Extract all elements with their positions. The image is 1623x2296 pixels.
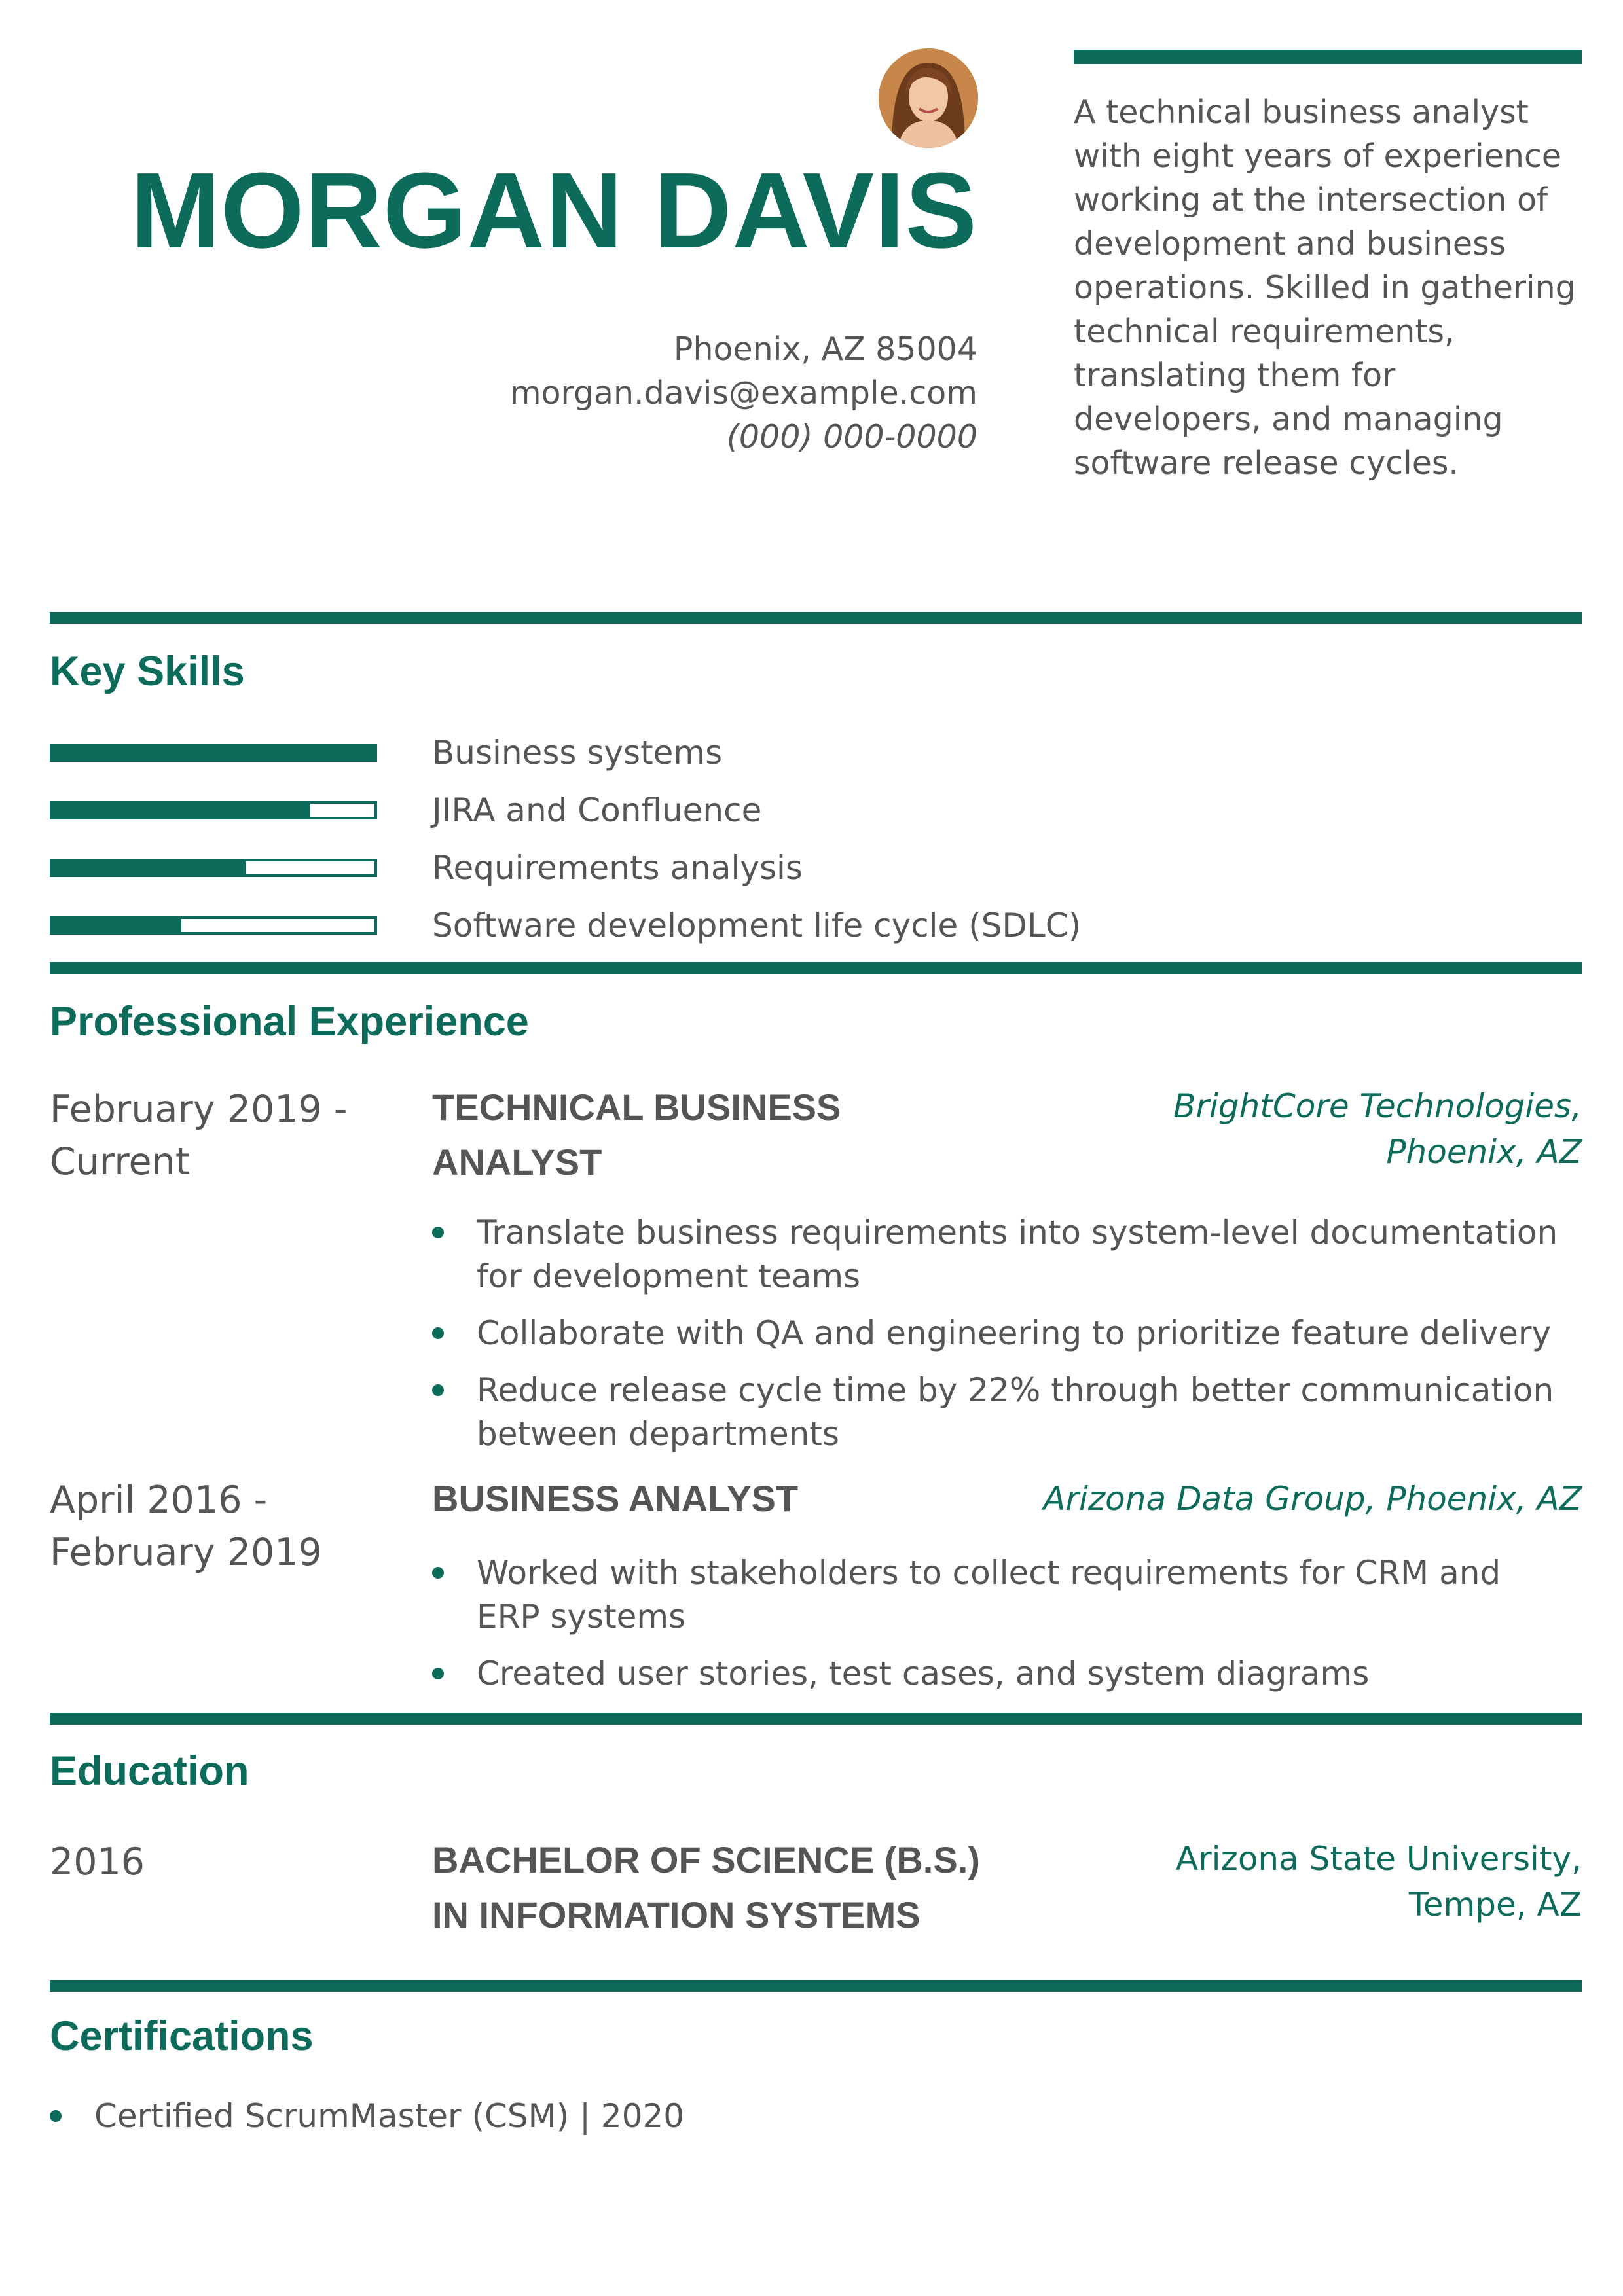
skill-level-bar bbox=[50, 744, 377, 762]
job-bullets bbox=[432, 1551, 1571, 1709]
bullet-icon bbox=[432, 1384, 444, 1396]
certification-list bbox=[50, 2094, 1189, 2151]
section-divider bbox=[50, 612, 1582, 624]
skill-label: JIRA and Confluence bbox=[432, 791, 762, 829]
candidate-name: MORGAN DAVIS bbox=[130, 151, 977, 270]
skill-level-fill bbox=[52, 919, 181, 932]
contact-info bbox=[510, 327, 977, 459]
skill-level-fill bbox=[52, 746, 374, 759]
section-title-experience: Professional Experience bbox=[50, 999, 529, 1045]
skill-level-bar bbox=[50, 916, 377, 935]
list-item bbox=[50, 2094, 1189, 2138]
skill-label: Software development life cycle (SDLC) bbox=[432, 906, 1082, 944]
education-year: 2016 bbox=[50, 1840, 145, 1884]
skill-label: Business systems bbox=[432, 734, 723, 772]
job-dates: February 2019 - Current bbox=[50, 1088, 348, 1183]
school: Arizona State University, Tempe, AZ bbox=[1175, 1840, 1582, 1924]
certification-text: Certified ScrumMaster (CSM) | 2020 bbox=[94, 2097, 685, 2135]
list-item bbox=[432, 1369, 1571, 1456]
list-item bbox=[432, 1312, 1571, 1355]
skill-level-fill bbox=[52, 861, 246, 874]
job-company: Arizona Data Group, Phoenix, AZ bbox=[1043, 1480, 1582, 1518]
skill-label: Requirements analysis bbox=[432, 849, 803, 887]
bullet-text: Translate business requirements into system-level documentation for development teams bbox=[477, 1213, 1558, 1295]
section-divider bbox=[50, 1980, 1582, 1992]
job-dates: April 2016 - February 2019 bbox=[50, 1479, 322, 1574]
bullet-text: Reduce release cycle time by 22% through better communication between departments bbox=[477, 1371, 1554, 1453]
section-divider bbox=[50, 962, 1582, 974]
bullet-text: Worked with stakeholders to collect requirements for CRM and ERP systems bbox=[477, 1554, 1501, 1636]
list-item bbox=[432, 1652, 1571, 1696]
bullet-text: Collaborate with QA and engineering to prioritize feature delivery bbox=[477, 1314, 1552, 1352]
section-title-certifications: Certifications bbox=[50, 2013, 314, 2059]
bullet-icon bbox=[432, 1668, 444, 1679]
section-title-skills: Key Skills bbox=[50, 649, 245, 694]
bullet-icon bbox=[50, 2110, 62, 2122]
skill-row bbox=[50, 848, 1359, 888]
job-company: BrightCore Technologies, Phoenix, AZ bbox=[1173, 1087, 1582, 1171]
skill-row bbox=[50, 733, 1359, 772]
summary-accent-bar bbox=[1074, 50, 1582, 64]
skill-level-bar bbox=[50, 859, 377, 877]
bullet-icon bbox=[432, 1227, 444, 1238]
skill-level-fill bbox=[52, 804, 310, 817]
email[interactable]: morgan.davis@example.com bbox=[509, 374, 977, 412]
skill-level-bar bbox=[50, 801, 377, 819]
job-bullets bbox=[432, 1211, 1571, 1469]
degree: BACHELOR OF SCIENCE (B.S.) IN INFORMATION SYSTEMS bbox=[432, 1839, 980, 1935]
avatar bbox=[879, 48, 978, 148]
bullet-icon bbox=[432, 1567, 444, 1579]
section-divider bbox=[50, 1713, 1582, 1725]
location: Phoenix, AZ 85004 bbox=[673, 331, 977, 368]
list-item bbox=[432, 1211, 1571, 1299]
job-title: BUSINESS ANALYST bbox=[432, 1478, 799, 1519]
bullet-text: Created user stories, test cases, and system diagrams bbox=[477, 1655, 1370, 1693]
skill-row bbox=[50, 906, 1359, 945]
phone: (000) 000-0000 bbox=[726, 418, 977, 456]
job-title: TECHNICAL BUSINESS ANALYST bbox=[432, 1086, 841, 1183]
list-item bbox=[432, 1551, 1571, 1639]
bullet-icon bbox=[432, 1327, 444, 1339]
summary: A technical business analyst with eight years of experience working at the intersection of development and business operations. Skilled in gathering technical requirements, translating them for developers, and managing software release cycles. bbox=[1074, 94, 1576, 482]
profile-photo bbox=[879, 48, 978, 148]
section-title-education: Education bbox=[50, 1748, 249, 1794]
skill-row bbox=[50, 791, 1359, 830]
